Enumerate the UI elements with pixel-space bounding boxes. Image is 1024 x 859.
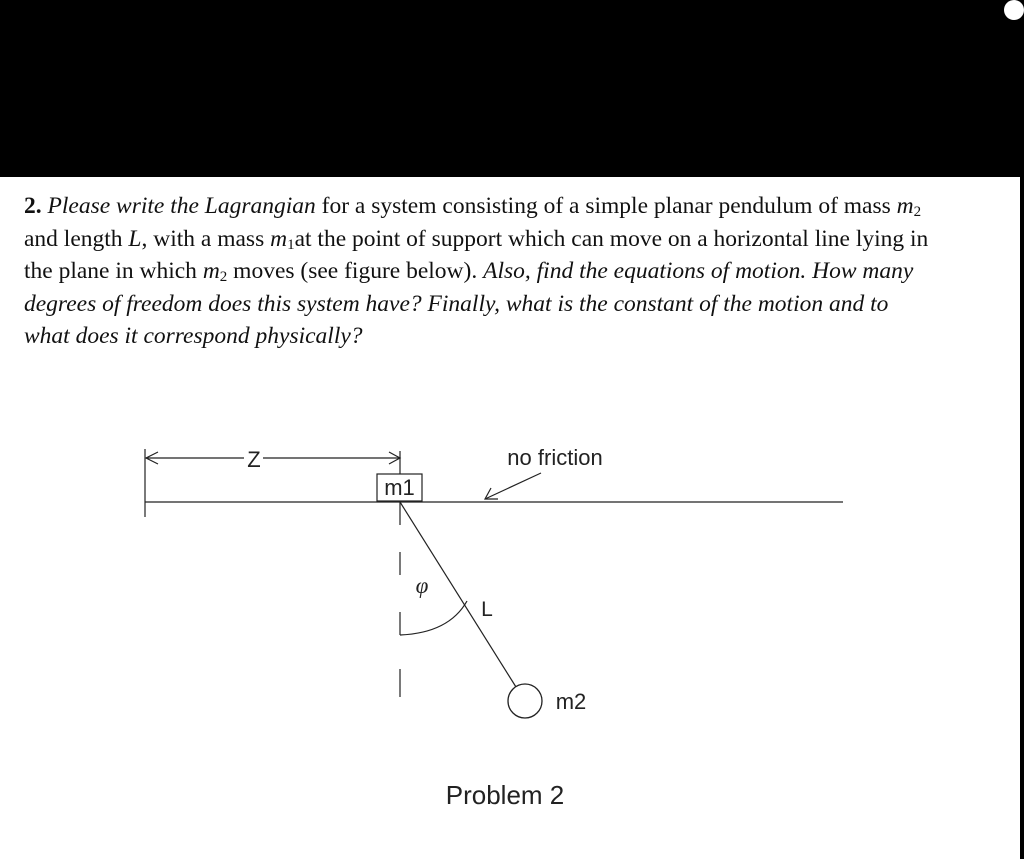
problem-line-3-text-a: the plane in which	[24, 258, 203, 284]
pendulum-figure	[0, 177, 1020, 859]
angle-arc	[400, 601, 467, 635]
length-symbol: L	[128, 225, 142, 252]
m2-label: m2	[555, 689, 587, 714]
L-label: L	[481, 598, 493, 621]
right-black-edge	[1020, 177, 1024, 859]
problem-line-1-text: for a system consisting of a simple planar pendulum of mass	[315, 193, 897, 219]
mass-m2-symbol: m	[896, 193, 914, 219]
problem-line-3-italic: Also, find the equations of motion. How many	[483, 258, 914, 284]
mass-m1-symbol: m	[270, 225, 288, 252]
phi-label: φ	[415, 573, 429, 598]
problem-sheet	[0, 177, 1020, 859]
no-friction-label: no friction	[507, 445, 603, 470]
problem-line-1-italic: Please write the Lagrangian	[47, 193, 316, 219]
mass-m2-bob	[508, 684, 542, 718]
problem-line-5: what does it correspond physically?	[24, 323, 363, 349]
problem-line-4: degrees of freedom does this system have? Finally, what is the constant of the motion and to	[24, 290, 889, 317]
top-black-bar	[0, 0, 1024, 177]
mass-m2-symbol-2: m	[202, 258, 220, 284]
friction-pointer-line	[485, 473, 541, 499]
status-dot-icon	[1004, 0, 1024, 20]
problem-number: 2.	[24, 193, 42, 219]
figure-caption: Problem 2	[445, 780, 565, 810]
problem-line-2-text-a: and length	[24, 225, 129, 252]
mass-m2-subscript-2: 2	[219, 269, 228, 285]
problem-line-2-text-b: , with a mass	[141, 225, 271, 252]
mass-m2-subscript: 2	[913, 204, 922, 220]
m1-label: m1	[384, 475, 415, 500]
problem-line-2-text-c: at the point of support which can move on a horizontal line lying in	[294, 225, 929, 252]
z-label: Z	[247, 447, 261, 472]
problem-line-3-text-b: moves (see figure below).	[227, 258, 484, 284]
mass-m1-subscript: 1	[287, 236, 295, 253]
